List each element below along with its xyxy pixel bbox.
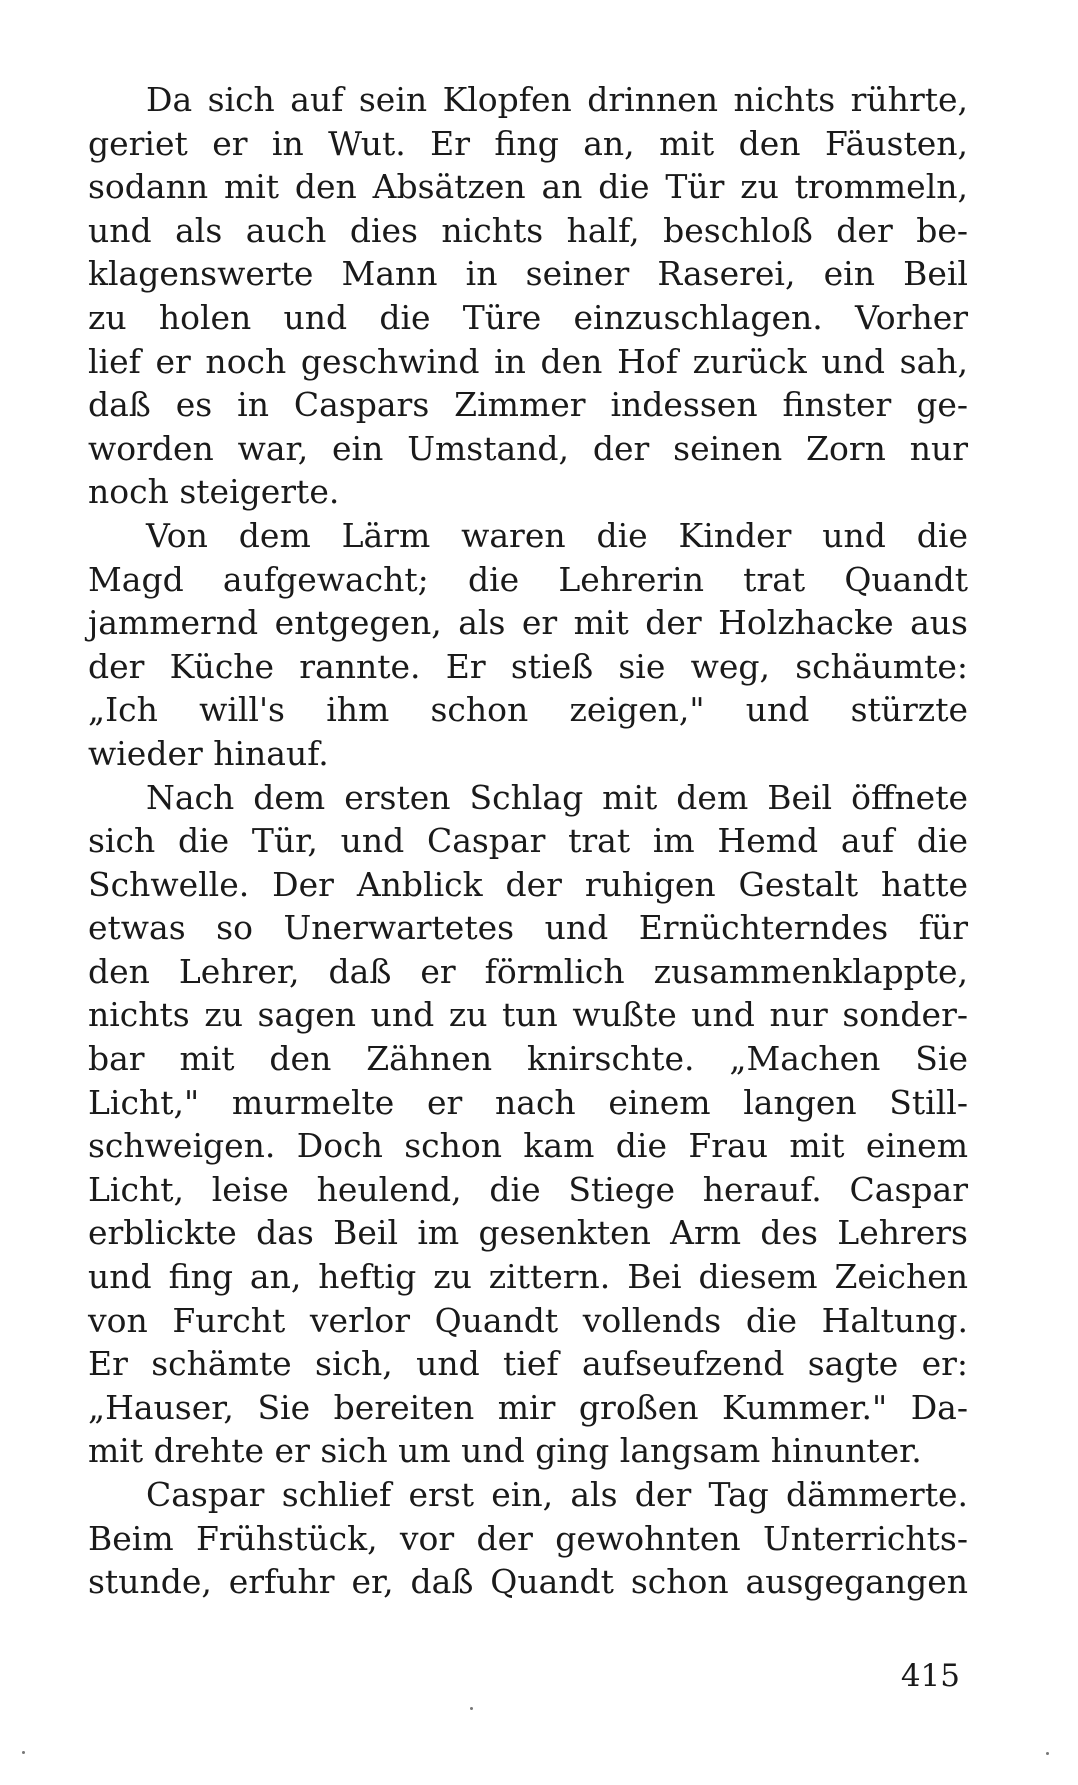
text-line: Von dem Lärm waren die Kinder und die [146, 515, 968, 555]
text-line: schweigen. Doch schon kam die Frau mit einem [88, 1126, 968, 1166]
text-line: lief er noch geschwind in den Hof zurück und sah, [88, 341, 968, 381]
body-text [88, 78, 968, 1604]
text-line: und fing an, heftig zu zittern. Bei diesem Zeichen [88, 1257, 968, 1297]
scan-speck [1046, 1752, 1049, 1755]
text-line: und als auch dies nichts half, beschloß der be- [88, 210, 968, 250]
text-line: Er schämte sich, und tief aufseufzend sagte er: [88, 1344, 968, 1384]
text-line: sich die Tür, und Caspar trat im Hemd auf die [88, 821, 968, 861]
text-line: den Lehrer, daß er förmlich zusammenklappte, [88, 951, 968, 991]
text-line: „Hauser, Sie bereiten mir großen Kummer." Da- [88, 1387, 968, 1427]
scan-speck [22, 1751, 25, 1754]
text-line: Beim Frühstück, vor der gewohnten Unterrichts- [88, 1518, 968, 1558]
text-line: worden war, ein Umstand, der seinen Zorn nur [88, 428, 968, 468]
text-line: nichts zu sagen und zu tun wußte und nur sonder- [88, 995, 968, 1035]
text-line: bar mit den Zähnen knirschte. „Machen Sie [88, 1039, 968, 1079]
text-line: stunde, erfuhr er, daß Quandt schon ausgegangen [88, 1562, 968, 1602]
text-line: Magd aufgewacht; die Lehrerin trat Quandt [88, 559, 968, 599]
text-line: Schwelle. Der Anblick der ruhigen Gestalt hatte [88, 864, 968, 904]
text-line: Nach dem ersten Schlag mit dem Beil öffnete [146, 777, 968, 817]
text-line: der Küche rannte. Er stieß sie weg, schäumte: [88, 646, 968, 686]
text-line: Da sich auf sein Klopfen drinnen nichts rührte, [146, 80, 968, 119]
text-line: jammernd entgegen, als er mit der Holzhacke aus [88, 603, 968, 643]
text-line: klagenswerte Mann in seiner Raserei, ein Beil [88, 254, 968, 294]
scan-speck [470, 1707, 473, 1710]
text-line: Caspar schlief erst ein, als der Tag dämmerte. [146, 1475, 968, 1514]
page-number: 415 [900, 1658, 960, 1694]
text-line: daß es in Caspars Zimmer indessen finster ge- [88, 385, 968, 425]
text-line: erblickte das Beil im gesenkten Arm des Lehrers [88, 1213, 968, 1253]
text-line: Licht," murmelte er nach einem langen Still- [88, 1082, 968, 1122]
text-line: noch steigerte. [88, 472, 340, 512]
text-line: etwas so Unerwartetes und Ernüchterndes für [88, 908, 968, 948]
text-line: von Furcht verlor Quandt vollends die Haltung. [88, 1300, 968, 1340]
text-line: mit drehte er sich um und ging langsam hinunter. [88, 1431, 922, 1471]
text-line: wieder hinauf. [88, 733, 329, 773]
text-line: zu holen und die Türe einzuschlagen. Vorher [88, 297, 968, 337]
text-line: sodann mit den Absätzen an die Tür zu trommeln, [88, 167, 968, 207]
text-line: „Ich will's ihm schon zeigen," und stürzte [88, 690, 968, 730]
text-line: Licht, leise heulend, die Stiege herauf. Caspar [88, 1169, 968, 1209]
text-line: geriet er in Wut. Er fing an, mit den Fäusten, [88, 123, 968, 163]
